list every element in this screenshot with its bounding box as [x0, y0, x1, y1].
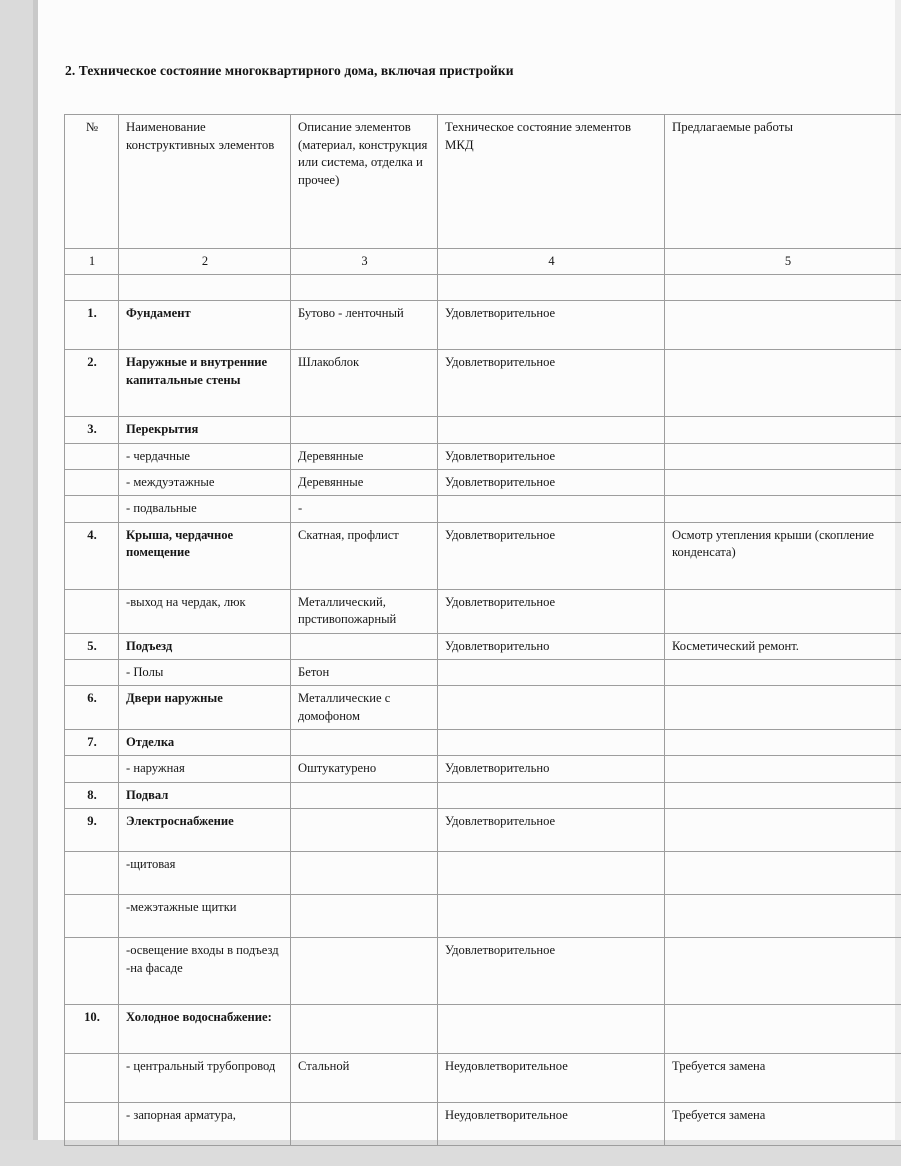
- element-condition-cell: Неудовлетворительное: [438, 1103, 665, 1146]
- row-number-cell: [65, 1103, 119, 1146]
- proposed-works-cell: [665, 895, 901, 938]
- element-name-cell: Подъезд: [119, 633, 291, 659]
- technical-condition-table: [64, 114, 901, 1146]
- element-name-cell: - центральный трубопровод: [119, 1054, 291, 1103]
- element-name-cell: - запорная арматура,: [119, 1103, 291, 1146]
- table-row: [65, 522, 901, 589]
- proposed-works-cell: [665, 659, 901, 685]
- element-name-cell: - наружная: [119, 756, 291, 782]
- element-description-cell: Бутово - ленточный: [291, 301, 438, 350]
- element-condition-cell: [438, 730, 665, 756]
- element-name-cell: -межэтажные щитки: [119, 895, 291, 938]
- proposed-works-cell: [665, 417, 901, 443]
- element-description-cell: [291, 1103, 438, 1146]
- element-name-cell: Крыша, чердачное помещение: [119, 522, 291, 589]
- table-row: [65, 809, 901, 852]
- spacer-cell: [291, 275, 438, 301]
- element-condition-cell: Удовлетворительное: [438, 470, 665, 496]
- proposed-works-cell: [665, 782, 901, 808]
- proposed-works-cell: [665, 938, 901, 1005]
- table-row: [65, 1103, 901, 1146]
- row-number-cell: 5.: [65, 633, 119, 659]
- element-name-cell: - междуэтажные: [119, 470, 291, 496]
- element-condition-cell: Удовлетворительное: [438, 809, 665, 852]
- row-number-cell: 4.: [65, 522, 119, 589]
- spacer-cell: [119, 275, 291, 301]
- element-description-cell: [291, 782, 438, 808]
- column-header: Наименование конструктивных элементов: [119, 115, 291, 249]
- element-condition-cell: Удовлетворительное: [438, 301, 665, 350]
- element-condition-cell: [438, 686, 665, 730]
- proposed-works-cell: [665, 443, 901, 469]
- row-number-cell: [65, 756, 119, 782]
- element-condition-cell: Удовлетворительное: [438, 443, 665, 469]
- element-condition-cell: Удовлетворительное: [438, 350, 665, 417]
- element-name-cell: Холодное водоснабжение:: [119, 1005, 291, 1054]
- column-number: 3: [291, 249, 438, 275]
- table-row: [65, 443, 901, 469]
- element-condition-cell: [438, 417, 665, 443]
- element-description-cell: [291, 852, 438, 895]
- row-number-cell: [65, 895, 119, 938]
- element-description-cell: [291, 809, 438, 852]
- row-number-cell: [65, 852, 119, 895]
- table-row: [65, 417, 901, 443]
- spacer-cell: [438, 275, 665, 301]
- proposed-works-cell: [665, 350, 901, 417]
- proposed-works-cell: [665, 756, 901, 782]
- column-header: Техническое состояние элементов МКД: [438, 115, 665, 249]
- row-number-cell: [65, 443, 119, 469]
- element-description-cell: [291, 730, 438, 756]
- column-number: 1: [65, 249, 119, 275]
- element-name-cell: - Полы: [119, 659, 291, 685]
- element-condition-cell: [438, 496, 665, 522]
- column-number-row: [65, 249, 901, 275]
- element-name-cell: Электроснабжение: [119, 809, 291, 852]
- element-description-cell: Скатная, профлист: [291, 522, 438, 589]
- row-number-cell: 1.: [65, 301, 119, 350]
- proposed-works-cell: [665, 730, 901, 756]
- element-name-cell: Наружные и внутренние капитальные стены: [119, 350, 291, 417]
- table-row: [65, 470, 901, 496]
- element-name-cell: -выход на чердак, люк: [119, 589, 291, 633]
- element-description-cell: Деревянные: [291, 470, 438, 496]
- table-row: [65, 350, 901, 417]
- proposed-works-cell: [665, 496, 901, 522]
- proposed-works-cell: Осмотр утепления крыши (скопление конденсата): [665, 522, 901, 589]
- element-description-cell: [291, 895, 438, 938]
- table-row: [65, 938, 901, 1005]
- table-spacer-row: [65, 275, 901, 301]
- table-body: [65, 115, 901, 1146]
- spacer-cell: [65, 275, 119, 301]
- element-condition-cell: Удовлетворительно: [438, 633, 665, 659]
- proposed-works-cell: [665, 686, 901, 730]
- element-name-cell: - подвальные: [119, 496, 291, 522]
- table-row: [65, 782, 901, 808]
- element-condition-cell: Удовлетворительное: [438, 589, 665, 633]
- column-number: 4: [438, 249, 665, 275]
- proposed-works-cell: [665, 301, 901, 350]
- row-number-cell: [65, 496, 119, 522]
- row-number-cell: 7.: [65, 730, 119, 756]
- column-header: №: [65, 115, 119, 249]
- table-row: [65, 895, 901, 938]
- element-condition-cell: [438, 659, 665, 685]
- table-row: [65, 686, 901, 730]
- table-row: [65, 1005, 901, 1054]
- table-row: [65, 1054, 901, 1103]
- table-row: [65, 659, 901, 685]
- row-number-cell: 6.: [65, 686, 119, 730]
- row-number-cell: 8.: [65, 782, 119, 808]
- row-number-cell: 2.: [65, 350, 119, 417]
- proposed-works-cell: [665, 589, 901, 633]
- table-row: [65, 730, 901, 756]
- element-name-cell: Двери наружные: [119, 686, 291, 730]
- element-name-cell: -освещение входы в подъезд -на фасаде: [119, 938, 291, 1005]
- element-description-cell: Бетон: [291, 659, 438, 685]
- proposed-works-cell: [665, 809, 901, 852]
- row-number-cell: [65, 1054, 119, 1103]
- element-description-cell: [291, 1005, 438, 1054]
- element-description-cell: Оштукатурено: [291, 756, 438, 782]
- element-description-cell: [291, 417, 438, 443]
- page-title: 2. Техническое состояние многоквартирного дома, включая пристройки: [65, 63, 514, 78]
- row-number-cell: [65, 659, 119, 685]
- element-condition-cell: Неудовлетворительное: [438, 1054, 665, 1103]
- proposed-works-cell: [665, 852, 901, 895]
- element-condition-cell: Удовлетворительное: [438, 938, 665, 1005]
- element-condition-cell: Удовлетворительно: [438, 756, 665, 782]
- element-name-cell: - чердачные: [119, 443, 291, 469]
- element-description-cell: Шлакоблок: [291, 350, 438, 417]
- table-header-row: [65, 115, 901, 249]
- row-number-cell: 9.: [65, 809, 119, 852]
- element-description-cell: -: [291, 496, 438, 522]
- element-description-cell: Стальной: [291, 1054, 438, 1103]
- element-condition-cell: Удовлетворительное: [438, 522, 665, 589]
- element-description-cell: Металлический, прстивопожарный: [291, 589, 438, 633]
- row-number-cell: 3.: [65, 417, 119, 443]
- table-row: [65, 301, 901, 350]
- column-number: 2: [119, 249, 291, 275]
- element-description-cell: Металлические с домофоном: [291, 686, 438, 730]
- row-number-cell: [65, 938, 119, 1005]
- element-name-cell: Перекрытия: [119, 417, 291, 443]
- row-number-cell: 10.: [65, 1005, 119, 1054]
- table-row: [65, 756, 901, 782]
- element-name-cell: Отделка: [119, 730, 291, 756]
- column-header: Описание элементов (материал, конструкция или система, отделка и прочее): [291, 115, 438, 249]
- proposed-works-cell: [665, 470, 901, 496]
- element-name-cell: -щитовая: [119, 852, 291, 895]
- table-row: [65, 633, 901, 659]
- table-row: [65, 589, 901, 633]
- column-header: Предлагаемые работы: [665, 115, 901, 249]
- element-condition-cell: [438, 895, 665, 938]
- element-condition-cell: [438, 1005, 665, 1054]
- row-number-cell: [65, 470, 119, 496]
- table-row: [65, 852, 901, 895]
- element-description-cell: [291, 633, 438, 659]
- proposed-works-cell: Косметический ремонт.: [665, 633, 901, 659]
- element-condition-cell: [438, 782, 665, 808]
- proposed-works-cell: [665, 1005, 901, 1054]
- element-description-cell: Деревянные: [291, 443, 438, 469]
- spacer-cell: [665, 275, 901, 301]
- element-name-cell: Фундамент: [119, 301, 291, 350]
- proposed-works-cell: Требуется замена: [665, 1103, 901, 1146]
- element-condition-cell: [438, 852, 665, 895]
- row-number-cell: [65, 589, 119, 633]
- element-description-cell: [291, 938, 438, 1005]
- column-number: 5: [665, 249, 901, 275]
- element-name-cell: Подвал: [119, 782, 291, 808]
- proposed-works-cell: Требуется замена: [665, 1054, 901, 1103]
- table-row: [65, 496, 901, 522]
